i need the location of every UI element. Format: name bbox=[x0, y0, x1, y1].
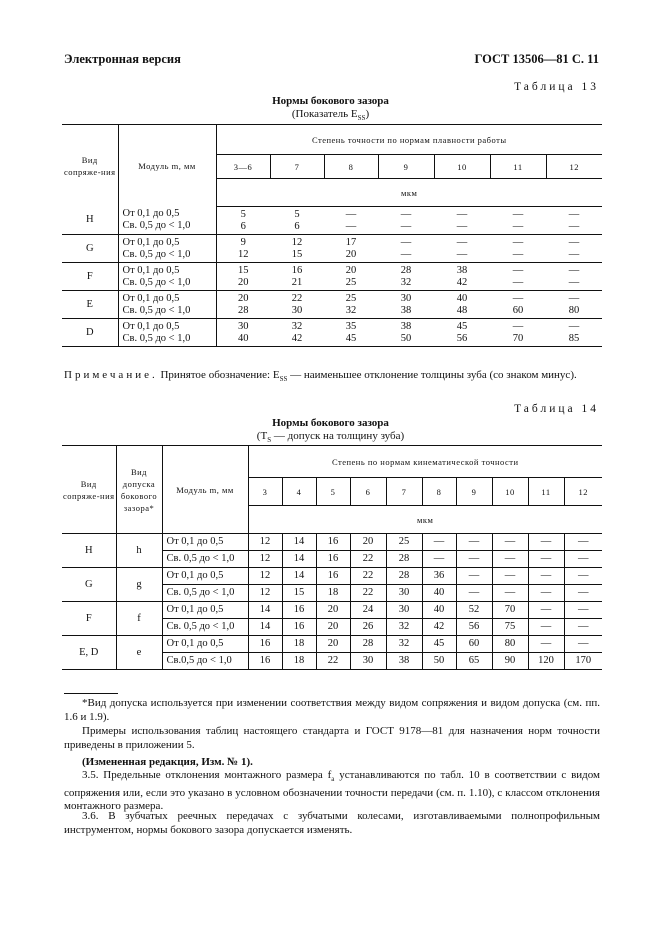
t14-degree-7: 10 bbox=[492, 478, 528, 506]
t13-cell-2: 42 bbox=[291, 332, 303, 344]
t13-cell-1: 5 bbox=[294, 208, 300, 220]
t13-cell bbox=[324, 263, 378, 291]
t14-cell: 30 bbox=[386, 585, 422, 602]
t13-cell-1: — bbox=[568, 264, 580, 276]
t14-cell: 24 bbox=[350, 602, 386, 619]
t14-cell: — bbox=[492, 585, 528, 602]
t13-cell-1: 32 bbox=[291, 320, 303, 332]
t14-cell: 120 bbox=[528, 653, 564, 670]
t14-cell: 16 bbox=[282, 602, 316, 619]
t14-cell: 16 bbox=[282, 619, 316, 636]
table14-title bbox=[0, 417, 661, 447]
t13-cell-2: — bbox=[456, 220, 468, 232]
paragraph-3-6: 3.6. В зубчатых реечных передачах с зубчатыми колесами, изготавливаемыми полнопрофильным инструментом, нормы бокового зазора допускается изменять. bbox=[64, 810, 600, 836]
t13-cell-2: — bbox=[345, 220, 357, 232]
t13-cell-2: — bbox=[512, 248, 524, 260]
t13-cell-1: 5 bbox=[240, 208, 246, 220]
t13-cell bbox=[216, 235, 270, 263]
t14-cell: 20 bbox=[316, 602, 350, 619]
t13-vid: E bbox=[62, 291, 118, 319]
t14-cell: 14 bbox=[248, 619, 282, 636]
table14-subtitle: ($T_S$ — допуск на толщину зуба) bbox=[256, 430, 405, 445]
t14-vid: G bbox=[62, 568, 116, 602]
t13-cell bbox=[324, 235, 378, 263]
table14-title-text: Нормы бокового зазора bbox=[272, 417, 389, 429]
t14-modul: От 0,1 до 0,5 bbox=[162, 636, 248, 653]
t13-unit: мкм bbox=[216, 179, 602, 207]
t13-degree-0: 3—6 bbox=[216, 155, 270, 179]
t13-cell-2: 85 bbox=[568, 332, 580, 344]
t14-cell: 18 bbox=[316, 585, 350, 602]
t13-cell bbox=[270, 291, 324, 319]
t14-cell: 45 bbox=[422, 636, 456, 653]
t14-cell: 12 bbox=[248, 551, 282, 568]
t13-cell-2: — bbox=[400, 220, 412, 232]
t14-cell: — bbox=[456, 568, 492, 585]
t13-cell bbox=[216, 263, 270, 291]
t13-cell bbox=[434, 291, 490, 319]
table13-note: Примечание. Принятое обозначение: $E_{SS}$ — наименьшее отклонение толщины зуба (со знаком минус). bbox=[64, 369, 577, 384]
t13-vid: H bbox=[62, 207, 118, 235]
t13-cell-1: — bbox=[400, 236, 412, 248]
t13-row bbox=[62, 235, 602, 263]
t13-col-modul: Модуль m, мм bbox=[118, 125, 216, 207]
t14-cell: 16 bbox=[248, 653, 282, 670]
t13-cell-1: 35 bbox=[345, 320, 357, 332]
t13-cell-1: — bbox=[512, 236, 524, 248]
t13-cell-1: 30 bbox=[400, 292, 412, 304]
t13-cell-2: 32 bbox=[345, 304, 357, 316]
t13-cell-1: 40 bbox=[456, 292, 468, 304]
t13-cell-2: 40 bbox=[238, 332, 249, 344]
t14-group-header: Степень по нормам кинематической точности bbox=[248, 446, 602, 478]
t14-degree-6: 9 bbox=[456, 478, 492, 506]
t13-cell bbox=[490, 207, 546, 235]
t13-cell-1: 12 bbox=[291, 236, 303, 248]
t13-cell-1: — bbox=[568, 208, 580, 220]
t13-vid: G bbox=[62, 235, 118, 263]
t14-modul: Св.0,5 до < 1,0 bbox=[162, 653, 248, 670]
t13-cell-1: 28 bbox=[400, 264, 412, 276]
table13-title-text: Нормы бокового зазора bbox=[272, 95, 389, 107]
t13-cell bbox=[546, 263, 602, 291]
t14-cell: 42 bbox=[422, 619, 456, 636]
t13-cell-1: — bbox=[512, 264, 524, 276]
t14-cell: 18 bbox=[282, 653, 316, 670]
t13-cell bbox=[378, 319, 434, 347]
t14-cell: 32 bbox=[386, 636, 422, 653]
t13-col-vid: Вид сопряже-ния bbox=[62, 125, 118, 207]
t14-degree-2: 5 bbox=[316, 478, 350, 506]
t14-cell: 22 bbox=[350, 585, 386, 602]
t14-vid: H bbox=[62, 534, 116, 568]
t13-cell-1: — bbox=[400, 208, 412, 220]
t14-degree-3: 6 bbox=[350, 478, 386, 506]
t14-cell: — bbox=[528, 534, 564, 551]
t13-cell-1: 20 bbox=[238, 292, 249, 304]
t14-cell: — bbox=[564, 534, 602, 551]
header-left: Электронная версия bbox=[64, 52, 181, 66]
t13-cell-1: — bbox=[345, 208, 357, 220]
t14-cell: 75 bbox=[492, 619, 528, 636]
t14-cell: — bbox=[564, 602, 602, 619]
t14-cell: 12 bbox=[248, 534, 282, 551]
t13-cell-2: 12 bbox=[238, 248, 249, 260]
t13-cell bbox=[378, 291, 434, 319]
t13-cell-1: 9 bbox=[240, 236, 246, 248]
t13-cell-1: — bbox=[568, 292, 580, 304]
t13-cell bbox=[270, 235, 324, 263]
t13-vid: D bbox=[62, 319, 118, 347]
examples-note: Примеры использования таблиц настоящего стандарта и ГОСТ 9178—81 для назначения норм точности приведены в приложении 5. bbox=[64, 725, 600, 751]
edition-note: (Измененная редакция, Изм. № 1). bbox=[82, 756, 253, 768]
t13-cell-2: — bbox=[400, 248, 412, 260]
t13-modul-2: Св. 0,5 до < 1,0 bbox=[122, 220, 191, 232]
t13-cell-1: 25 bbox=[345, 292, 357, 304]
t13-cell-1: 17 bbox=[345, 236, 357, 248]
t14-cell: — bbox=[564, 568, 602, 585]
t14-degree-1: 4 bbox=[282, 478, 316, 506]
t13-row bbox=[62, 291, 602, 319]
t13-modul-2: Св. 0,5 до < 1,0 bbox=[122, 248, 191, 260]
t14-dop: f bbox=[116, 602, 162, 636]
t14-cell: — bbox=[528, 551, 564, 568]
t13-cell bbox=[546, 319, 602, 347]
t14-cell: — bbox=[564, 619, 602, 636]
t14-cell: — bbox=[564, 551, 602, 568]
t13-cell bbox=[546, 235, 602, 263]
t14-row bbox=[62, 636, 602, 653]
table13-subtitle: (Показатель $E_{SS}$) bbox=[291, 108, 370, 123]
t14-cell: 28 bbox=[386, 568, 422, 585]
t13-cell bbox=[490, 235, 546, 263]
t14-cell: 18 bbox=[282, 636, 316, 653]
t13-cell bbox=[434, 263, 490, 291]
t13-cell bbox=[434, 235, 490, 263]
t14-col-modul: Модуль m, мм bbox=[162, 446, 248, 534]
t13-cell bbox=[490, 319, 546, 347]
t13-cell-1: 38 bbox=[456, 264, 468, 276]
table13-title bbox=[0, 95, 661, 125]
t13-cell bbox=[490, 263, 546, 291]
t13-vid: F bbox=[62, 263, 118, 291]
t14-modul: От 0,1 до 0,5 bbox=[162, 568, 248, 585]
t14-row bbox=[62, 602, 602, 619]
t14-cell: 52 bbox=[456, 602, 492, 619]
t14-degree-0: 3 bbox=[248, 478, 282, 506]
t13-cell-2: 21 bbox=[291, 276, 303, 288]
table-13 bbox=[62, 124, 602, 347]
t14-cell: 14 bbox=[282, 568, 316, 585]
t14-cell: — bbox=[456, 534, 492, 551]
t13-degree-1: 7 bbox=[270, 155, 324, 179]
t13-modul-1: От 0,1 до 0,5 bbox=[122, 264, 180, 276]
t14-vid: E, D bbox=[62, 636, 116, 670]
t13-cell-2: 80 bbox=[568, 304, 580, 316]
t14-cell: 40 bbox=[422, 602, 456, 619]
table14-label: Таблица 14 bbox=[514, 403, 599, 415]
t13-row bbox=[62, 263, 602, 291]
t14-cell: — bbox=[528, 619, 564, 636]
t14-dop: g bbox=[116, 568, 162, 602]
t13-cell-2: 42 bbox=[456, 276, 468, 288]
t13-cell-2: — bbox=[568, 220, 580, 232]
t13-cell-1: 20 bbox=[345, 264, 357, 276]
t14-dop: h bbox=[116, 534, 162, 568]
t13-modul bbox=[118, 319, 216, 347]
t14-cell: 16 bbox=[316, 534, 350, 551]
header-right: ГОСТ 13506—81 С. 11 bbox=[474, 52, 599, 66]
t13-cell-2: 25 bbox=[345, 276, 357, 288]
t14-degree-5: 8 bbox=[422, 478, 456, 506]
t13-cell-2: 48 bbox=[456, 304, 468, 316]
t14-cell: 50 bbox=[422, 653, 456, 670]
t13-cell-2: 70 bbox=[512, 332, 524, 344]
t14-cell: — bbox=[492, 534, 528, 551]
t14-modul: Св. 0,5 до < 1,0 bbox=[162, 551, 248, 568]
t14-degree-9: 12 bbox=[564, 478, 602, 506]
t14-cell: — bbox=[422, 534, 456, 551]
t13-cell-1: — bbox=[456, 208, 468, 220]
t13-modul bbox=[118, 207, 216, 235]
t13-cell-2: — bbox=[568, 276, 580, 288]
t14-modul: От 0,1 до 0,5 bbox=[162, 534, 248, 551]
t13-modul bbox=[118, 263, 216, 291]
t13-cell bbox=[378, 207, 434, 235]
t14-cell: 22 bbox=[350, 551, 386, 568]
t13-cell-1: — bbox=[512, 320, 524, 332]
t14-cell: — bbox=[492, 568, 528, 585]
t14-degree-4: 7 bbox=[386, 478, 422, 506]
t14-cell: 80 bbox=[492, 636, 528, 653]
t13-modul-1: От 0,1 до 0,5 bbox=[122, 320, 180, 332]
t14-cell: — bbox=[528, 636, 564, 653]
t14-cell: — bbox=[564, 585, 602, 602]
t13-cell-2: 20 bbox=[345, 248, 357, 260]
t14-cell: 30 bbox=[386, 602, 422, 619]
t14-cell: — bbox=[564, 636, 602, 653]
t13-cell bbox=[324, 207, 378, 235]
t13-cell-2: — bbox=[568, 248, 580, 260]
t14-cell: — bbox=[492, 551, 528, 568]
t14-modul: От 0,1 до 0,5 bbox=[162, 602, 248, 619]
t13-cell bbox=[434, 207, 490, 235]
t14-col-dop: Вид допуска бокового зазора* bbox=[116, 446, 162, 534]
t13-cell-2: — bbox=[512, 220, 524, 232]
t13-cell bbox=[270, 263, 324, 291]
t13-cell bbox=[270, 207, 324, 235]
t13-cell-2: 56 bbox=[456, 332, 468, 344]
t14-dop: e bbox=[116, 636, 162, 670]
t14-cell: 170 bbox=[564, 653, 602, 670]
t14-cell: 16 bbox=[316, 568, 350, 585]
t14-cell: 14 bbox=[282, 534, 316, 551]
t13-cell bbox=[216, 291, 270, 319]
t13-cell-1: 22 bbox=[291, 292, 303, 304]
t13-modul bbox=[118, 291, 216, 319]
t13-cell bbox=[490, 291, 546, 319]
t13-cell-2: — bbox=[512, 276, 524, 288]
t14-cell: 16 bbox=[248, 636, 282, 653]
t14-modul: Св. 0,5 до < 1,0 bbox=[162, 585, 248, 602]
t14-unit: мкм bbox=[248, 506, 602, 534]
t14-cell: 12 bbox=[248, 585, 282, 602]
t13-cell-2: 32 bbox=[400, 276, 412, 288]
t13-modul-1: От 0,1 до 0,5 bbox=[122, 236, 180, 248]
t13-degree-3: 9 bbox=[378, 155, 434, 179]
t13-cell bbox=[434, 319, 490, 347]
t13-row bbox=[62, 207, 602, 235]
t13-cell bbox=[378, 263, 434, 291]
t13-cell-1: — bbox=[568, 236, 580, 248]
t13-row bbox=[62, 319, 602, 347]
t14-vid: F bbox=[62, 602, 116, 636]
t13-modul-2: Св. 0,5 до < 1,0 bbox=[122, 304, 191, 316]
t14-cell: 25 bbox=[386, 534, 422, 551]
t13-cell-1: — bbox=[456, 236, 468, 248]
t14-cell: 20 bbox=[350, 534, 386, 551]
t14-cell: — bbox=[528, 585, 564, 602]
t14-cell: 16 bbox=[316, 551, 350, 568]
t14-cell: 14 bbox=[282, 551, 316, 568]
t14-row bbox=[62, 534, 602, 551]
t14-degree-8: 11 bbox=[528, 478, 564, 506]
t13-modul-1: От 0,1 до 0,5 bbox=[122, 292, 180, 304]
t14-cell: — bbox=[456, 585, 492, 602]
t13-cell-1: 45 bbox=[456, 320, 468, 332]
t13-cell bbox=[378, 235, 434, 263]
t14-cell: 26 bbox=[350, 619, 386, 636]
t14-cell: 90 bbox=[492, 653, 528, 670]
t13-cell-2: 38 bbox=[400, 304, 412, 316]
t13-cell-2: 50 bbox=[400, 332, 412, 344]
t13-cell-2: 30 bbox=[291, 304, 303, 316]
t13-cell bbox=[270, 319, 324, 347]
t14-cell: 70 bbox=[492, 602, 528, 619]
t13-cell bbox=[216, 207, 270, 235]
t14-cell: 20 bbox=[316, 636, 350, 653]
t13-cell-1: — bbox=[512, 208, 524, 220]
t13-cell-1: 15 bbox=[238, 264, 249, 276]
t13-cell-1: 16 bbox=[291, 264, 303, 276]
t14-cell: — bbox=[422, 551, 456, 568]
t14-cell: 32 bbox=[386, 619, 422, 636]
t13-modul-1: От 0,1 до 0,5 bbox=[122, 208, 180, 220]
t14-cell: 28 bbox=[386, 551, 422, 568]
t13-cell bbox=[546, 207, 602, 235]
t14-modul: Св. 0,5 до < 1,0 bbox=[162, 619, 248, 636]
t14-cell: — bbox=[456, 551, 492, 568]
t14-cell: 40 bbox=[422, 585, 456, 602]
t13-degree-4: 10 bbox=[434, 155, 490, 179]
t13-cell bbox=[546, 291, 602, 319]
t13-cell bbox=[324, 319, 378, 347]
t13-cell-1: 30 bbox=[238, 320, 249, 332]
t13-cell-1: — bbox=[512, 292, 524, 304]
t14-cell: 14 bbox=[248, 602, 282, 619]
t14-cell: 56 bbox=[456, 619, 492, 636]
t14-cell: 65 bbox=[456, 653, 492, 670]
t13-cell bbox=[324, 291, 378, 319]
t14-cell: 15 bbox=[282, 585, 316, 602]
t13-cell-2: 60 bbox=[512, 304, 524, 316]
t14-cell: 22 bbox=[316, 653, 350, 670]
t14-cell: 38 bbox=[386, 653, 422, 670]
t13-degree-5: 11 bbox=[490, 155, 546, 179]
t13-cell-2: 45 bbox=[345, 332, 357, 344]
t14-cell: — bbox=[528, 602, 564, 619]
t14-cell: 12 bbox=[248, 568, 282, 585]
t13-modul-2: Св. 0,5 до < 1,0 bbox=[122, 276, 191, 288]
t13-modul bbox=[118, 235, 216, 263]
footnote-divider bbox=[64, 693, 118, 694]
t13-modul-2: Св. 0,5 до < 1,0 bbox=[122, 332, 191, 344]
t14-cell: — bbox=[528, 568, 564, 585]
table13-label: Таблица 13 bbox=[514, 81, 599, 93]
footnote: *Вид допуска используется при изменении соответствия между видом сопряжения и видом допуска (см. пп. 1.6 и 1.9). bbox=[64, 697, 600, 723]
t13-cell-2: 15 bbox=[291, 248, 303, 260]
t14-row bbox=[62, 568, 602, 585]
t13-cell-2: 20 bbox=[238, 276, 249, 288]
t13-degree-6: 12 bbox=[546, 155, 602, 179]
t13-cell-2: 28 bbox=[238, 304, 249, 316]
t14-cell: 30 bbox=[350, 653, 386, 670]
t13-cell-2: 6 bbox=[294, 220, 300, 232]
t13-cell-2: — bbox=[456, 248, 468, 260]
t14-cell: 28 bbox=[350, 636, 386, 653]
t13-group-header: Степень точности по нормам плавности работы bbox=[216, 125, 602, 155]
t14-cell: 20 bbox=[316, 619, 350, 636]
t13-cell-1: 38 bbox=[400, 320, 412, 332]
table-14 bbox=[62, 445, 602, 670]
t13-cell bbox=[216, 319, 270, 347]
t13-cell-2: 6 bbox=[240, 220, 246, 232]
t14-cell: 22 bbox=[350, 568, 386, 585]
t14-cell: 60 bbox=[456, 636, 492, 653]
t14-cell: 36 bbox=[422, 568, 456, 585]
paragraph-3-5: 3.5. Предельные отклонения монтажного размера $f_a$ устанавливаются по табл. 10 в соответствии с видом сопряжения или, если это указано в условном обозначении точности передачи (см. п. 1.10), с классом отклонения монтажного размера. bbox=[64, 769, 601, 813]
t14-col-vid: Вид сопряже-ния bbox=[62, 446, 116, 534]
t13-cell-1: — bbox=[568, 320, 580, 332]
t13-degree-2: 8 bbox=[324, 155, 378, 179]
